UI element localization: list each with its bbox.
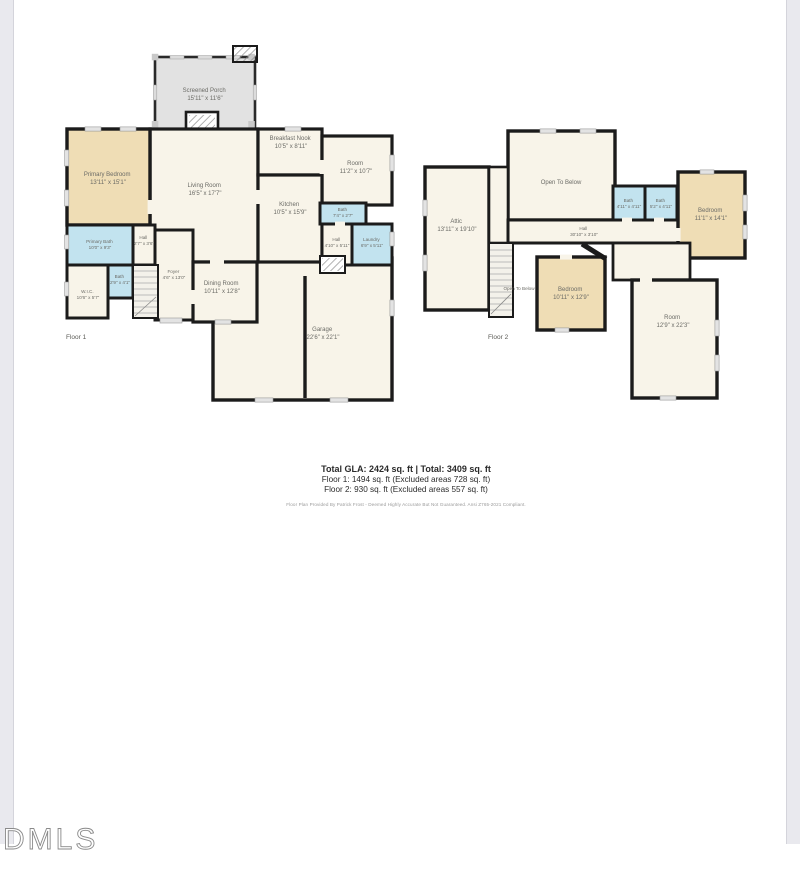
f2-room-bath-left [613,186,645,220]
floor2-area-line: Floor 2: 930 sq. ft (Excluded areas 557 sq. ft) [324,485,488,495]
f1-label-bath-small: Bath 2'9" x 4'1" [109,274,131,285]
chimney-hatch [233,46,257,62]
f2-label-room: Room 12'9" x 22'3" [656,315,690,329]
f1-label-primary-bedroom: Primary Bedroom 13'11" x 15'1" [83,172,131,186]
f1-staircase [133,265,158,318]
f1-label-hall: Hall 4'10" x 5'11" [324,237,350,248]
f2-room-attic [425,167,489,310]
f2-room-bath-right [645,186,677,220]
f2-label-bedroom-right: Bedroom 11'1" x 14'1" [694,208,728,222]
floor1-area-line: Floor 1: 1494 sq. ft (Excluded areas 728 sq. ft) [321,475,491,485]
f1-label-kitchen: Kitchen 10'5" x 15'9" [273,202,307,216]
f1-label-bath: Bath 7'4" x 2'7" [332,207,354,218]
f2-label-bath-right: Bath 5'2" x 4'11" [649,198,673,209]
f2-room-open-to-below [508,131,615,220]
f2-landing [489,167,508,243]
f1-label-laundry: Laundry 6'9" x 5'11" [360,237,384,248]
f1-label-living: Living Room 16'5" x 17'7" [187,183,222,197]
dmls-watermark: DMLS [3,823,99,856]
f2-connector [613,243,690,280]
f1-label-breakfast-nook: Breakfast Nook 10'5" x 8'11" [269,136,311,150]
f1-label-dining: Dining Room 10'11" x 12'8" [203,281,240,295]
floor2-caption: Floor 2 [488,334,509,341]
disclaimer-line: Floor Plan Provided By Patrick Frost - Deemed Highly Accurate But Not Guaranteed. Ansi Z765-2021 Compliant. [286,502,526,508]
f1-room-kitchen [258,175,322,262]
f2-label-open-to-below-small: Open To Below [503,286,535,291]
f1-label-primary-bath: Primary Bath 10'0" x 9'3" [86,239,113,250]
f2-label-hall: Hall 30'10" x 3'10" [570,226,598,237]
f2-room-bottom-right [632,280,717,398]
f2-label-bath-left: Bath 4'11" x 4'11" [616,198,642,209]
floor1-caption: Floor 1 [66,334,87,341]
f1-label-screened-porch: Screened Porch 15'11" x 11'6" [182,88,226,102]
floor1-plan [65,46,395,402]
f1-label-room: Room 11'2" x 10'7" [339,161,373,175]
floor2-plan [423,129,747,400]
f2-room-bedroom-middle [537,257,605,330]
f2-label-open-to-below: Open To Below [540,180,582,186]
garage-steps [320,256,345,273]
area-summary [6,464,800,507]
f2-label-attic: Attic 13'11" x 19'10" [437,219,477,233]
total-gla-line: Total GLA: 2424 sq. ft | Total: 3409 sq. ft [321,464,491,474]
f1-label-foyer: Foyer 4'6" x 13'0" [162,269,186,280]
f2-staircase [489,243,513,317]
f1-label-wic: W.I.C. 10'6" x 5'7" [76,289,100,300]
f2-label-bedroom-middle: Bedroom 10'11" x 12'9" [553,287,589,301]
f1-label-garage: Garage 22'6" x 22'1" [306,327,340,341]
f2-room-hall [508,220,690,243]
f1-label-hall-upper: Hall 2'7" x 3'6" [133,235,155,246]
watermark-container [0,813,140,868]
